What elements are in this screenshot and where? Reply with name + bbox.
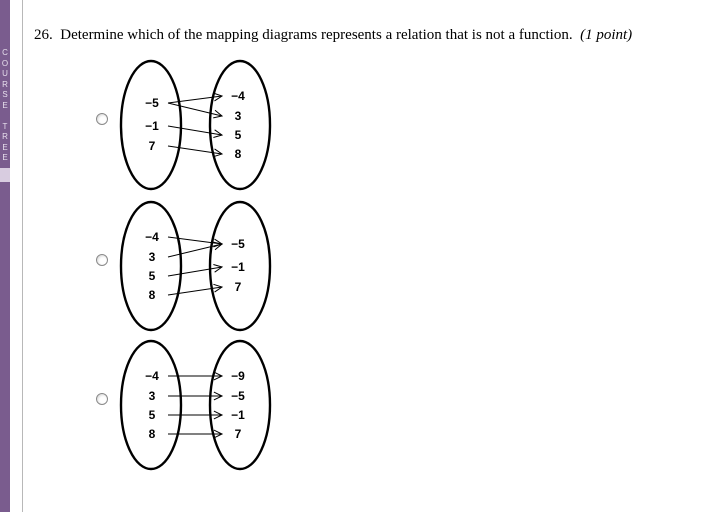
sidebar-tab-handle[interactable] bbox=[0, 168, 10, 182]
answer-option-2-radio[interactable] bbox=[96, 254, 108, 266]
range-value: −1 bbox=[231, 408, 245, 422]
course-tree-label: C O U R S E T R E E bbox=[1, 48, 9, 162]
domain-oval bbox=[121, 341, 181, 469]
question-points: (1 point) bbox=[580, 27, 633, 43]
mapping-arrow bbox=[168, 411, 222, 419]
question-number: 26. bbox=[34, 27, 53, 43]
range-oval bbox=[210, 341, 270, 469]
range-value: −5 bbox=[231, 237, 245, 251]
range-value: 5 bbox=[234, 128, 242, 142]
domain-value: 8 bbox=[148, 288, 156, 302]
mapping-arrow bbox=[168, 126, 222, 138]
mapping-arrow bbox=[168, 392, 222, 400]
divider bbox=[22, 0, 23, 512]
mapping-diagram-3 bbox=[118, 338, 278, 473]
domain-value: 5 bbox=[148, 269, 156, 283]
course-tree-sidebar-tab[interactable] bbox=[0, 0, 10, 512]
range-value: 7 bbox=[234, 280, 242, 294]
mapping-arrow bbox=[168, 103, 222, 118]
domain-oval bbox=[121, 202, 181, 330]
domain-value: 8 bbox=[148, 427, 156, 441]
question-text: Determine which of the mapping diagrams represents a relation that is not a function. bbox=[60, 27, 573, 43]
range-oval bbox=[210, 61, 270, 189]
mapping-diagram-2 bbox=[118, 199, 278, 334]
answer-option-1-radio[interactable] bbox=[96, 113, 108, 125]
domain-value: 5 bbox=[148, 408, 156, 422]
range-value: 7 bbox=[234, 427, 242, 441]
range-value: −4 bbox=[231, 89, 245, 103]
mapping-arrow bbox=[168, 242, 222, 257]
domain-value: −4 bbox=[145, 369, 159, 383]
question-prompt bbox=[34, 27, 632, 44]
range-value: −9 bbox=[231, 369, 245, 383]
domain-value: 3 bbox=[148, 250, 156, 264]
domain-value: 7 bbox=[148, 139, 156, 153]
domain-value: −5 bbox=[145, 96, 159, 110]
answer-option-3-radio[interactable] bbox=[96, 393, 108, 405]
range-value: 3 bbox=[234, 109, 242, 123]
range-value: −1 bbox=[231, 260, 245, 274]
domain-value: −4 bbox=[145, 230, 159, 244]
mapping-diagram-1 bbox=[118, 58, 278, 193]
domain-value: 3 bbox=[148, 389, 156, 403]
range-value: 8 bbox=[234, 147, 242, 161]
range-value: −5 bbox=[231, 389, 245, 403]
domain-value: −1 bbox=[145, 119, 159, 133]
mapping-arrow bbox=[168, 264, 222, 276]
